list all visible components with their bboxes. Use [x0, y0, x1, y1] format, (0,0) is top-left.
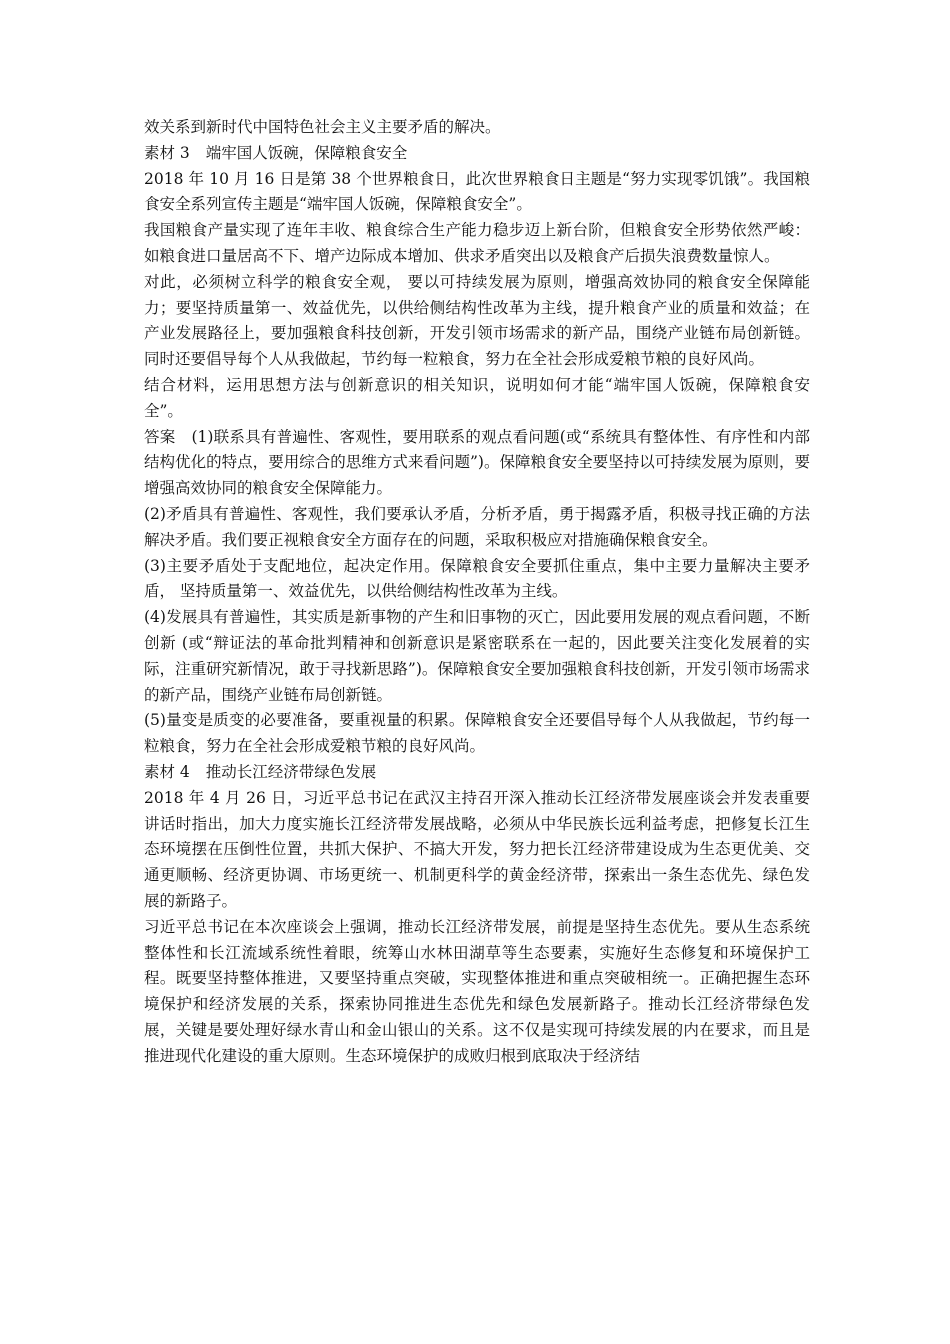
paragraph-ecological-priority: 习近平总书记在本次座谈会上强调，推动长江经济带发展，前提是坚持生态优先。要从生态系统整体性和长江流域系统性着眼，统筹山水林田湖草等生态要素，实施好生态修复和环境保护工程。既要坚持整体推进，又要坚持重点突破，实现整体推进和重点突破相统一。正确把握生态环境保护和经济发展的关系，探索协同推进生态优先和绿色发展新路子。推动长江经济带绿色发展，关键是要处理好绿水青山和金山银山的关系。这不仅是实现可持续发展的内在要求，而且是推进现代化建设的重大原则。生态环境保护的成败归根到底取决于经济结	[144, 917, 810, 1065]
paragraph-food-security-measures: 对此，必须树立科学的粮食安全观， 要以可持续发展为原则，增强高效协同的粮食安全保障能力；要坚持质量第一、效益优先，以供给侧结构性改革为主线，提升粮食产业的质量和效益；在产业发展路径上，要加强粮食科技创新，开发引领市场需求的新产品，围绕产业链布局创新链。同时还要倡导每个人从我做起，节约每一粒粮食，努力在全社会形成爱粮节粮的良好风尚。	[144, 272, 810, 369]
material-3-heading	[144, 141, 810, 167]
material-3-title: 端牢国人饭碗，保障粮食安全	[205, 143, 408, 162]
answer-label: 答案	[144, 427, 176, 446]
answer-point-1-text: (1)联系具有普遍性、客观性，要用联系的观点看问题(或“系统具有整体性、有序性和内部结构优化的特点，要用综合的思维方式来看问题”)。保障粮食安全要坚持以可持续发展为原则，要增强高效协同的粮食安全保障能力。	[144, 427, 810, 498]
paragraph-continuation: 效关系到新时代中国特色社会主义主要矛盾的解决。	[144, 118, 501, 136]
paragraph-food-situation: 我国粮食产量实现了连年丰收、粮食综合生产能力稳步迈上新台阶，但粮食安全形势依然严峻：如粮食进口量居高不下、增产边际成本增加、供求矛盾突出以及粮食产后损失浪费数量惊人。	[144, 221, 810, 265]
document-page	[144, 115, 810, 1069]
material-4-heading	[144, 760, 810, 786]
material-3-label: 素材 3	[144, 143, 190, 162]
answer-point-1	[144, 425, 810, 502]
material-4-label: 素材 4	[144, 762, 190, 781]
answer-point-4: (4)发展具有普遍性，其实质是新事物的产生和旧事物的灭亡，因此要用发展的观点看问题，不断创新 (或“辩证法的革命批判精神和创新意识是紧密联系在一起的，因此要关注变化发展着的实际，注重研究新情况，敢于寻找新思路”)。保障粮食安全要加强粮食科技创新，开发引领市场需求的新产品，围绕产业链布局创新链。	[144, 608, 810, 704]
paragraph-yangtze-symposium: 2018 年 4 月 26 日，习近平总书记在武汉主持召开深入推动长江经济带发展座谈会并发表重要讲话时指出，加大力度实施长江经济带发展战略，必须从中华民族长远利益考虑，把修复长江生态环境摆在压倒性位置，共抓大保护、不搞大开发，努力把长江经济带建设成为生态更优美、交通更顺畅、经济更协调、市场更统一、机制更科学的黄金经济带，探索出一条生态优先、绿色发展的新路子。	[144, 788, 810, 910]
material-4-title: 推动长江经济带绿色发展	[205, 762, 377, 781]
question-text: 结合材料，运用思想方法与创新意识的相关知识，说明如何才能“端牢国人饭碗，保障粮食安全”。	[144, 375, 810, 420]
answer-point-5: (5)量变是质变的必要准备，要重视量的积累。保障粮食安全还要倡导每个人从我做起，节约每一粒粮食，努力在全社会形成爱粮节粮的良好风尚。	[144, 711, 810, 756]
paragraph-world-food-day: 2018 年 10 月 16 日是第 38 个世界粮食日，此次世界粮食日主题是“努力实现零饥饿”。我国粮食安全系列宣传主题是“端牢国人饭碗，保障粮食安全”。	[144, 169, 810, 214]
answer-point-3: (3)主要矛盾处于支配地位，起决定作用。保障粮食安全要抓住重点，集中主要力量解决主要矛盾， 坚持质量第一、效益优先，以供给侧结构性改革为主线。	[144, 556, 810, 601]
answer-point-2: (2)矛盾具有普遍性、客观性，我们要承认矛盾，分析矛盾，勇于揭露矛盾，积极寻找正确的方法解决矛盾。我们要正视粮食安全方面存在的问题，采取积极应对措施确保粮食安全。	[144, 504, 810, 549]
